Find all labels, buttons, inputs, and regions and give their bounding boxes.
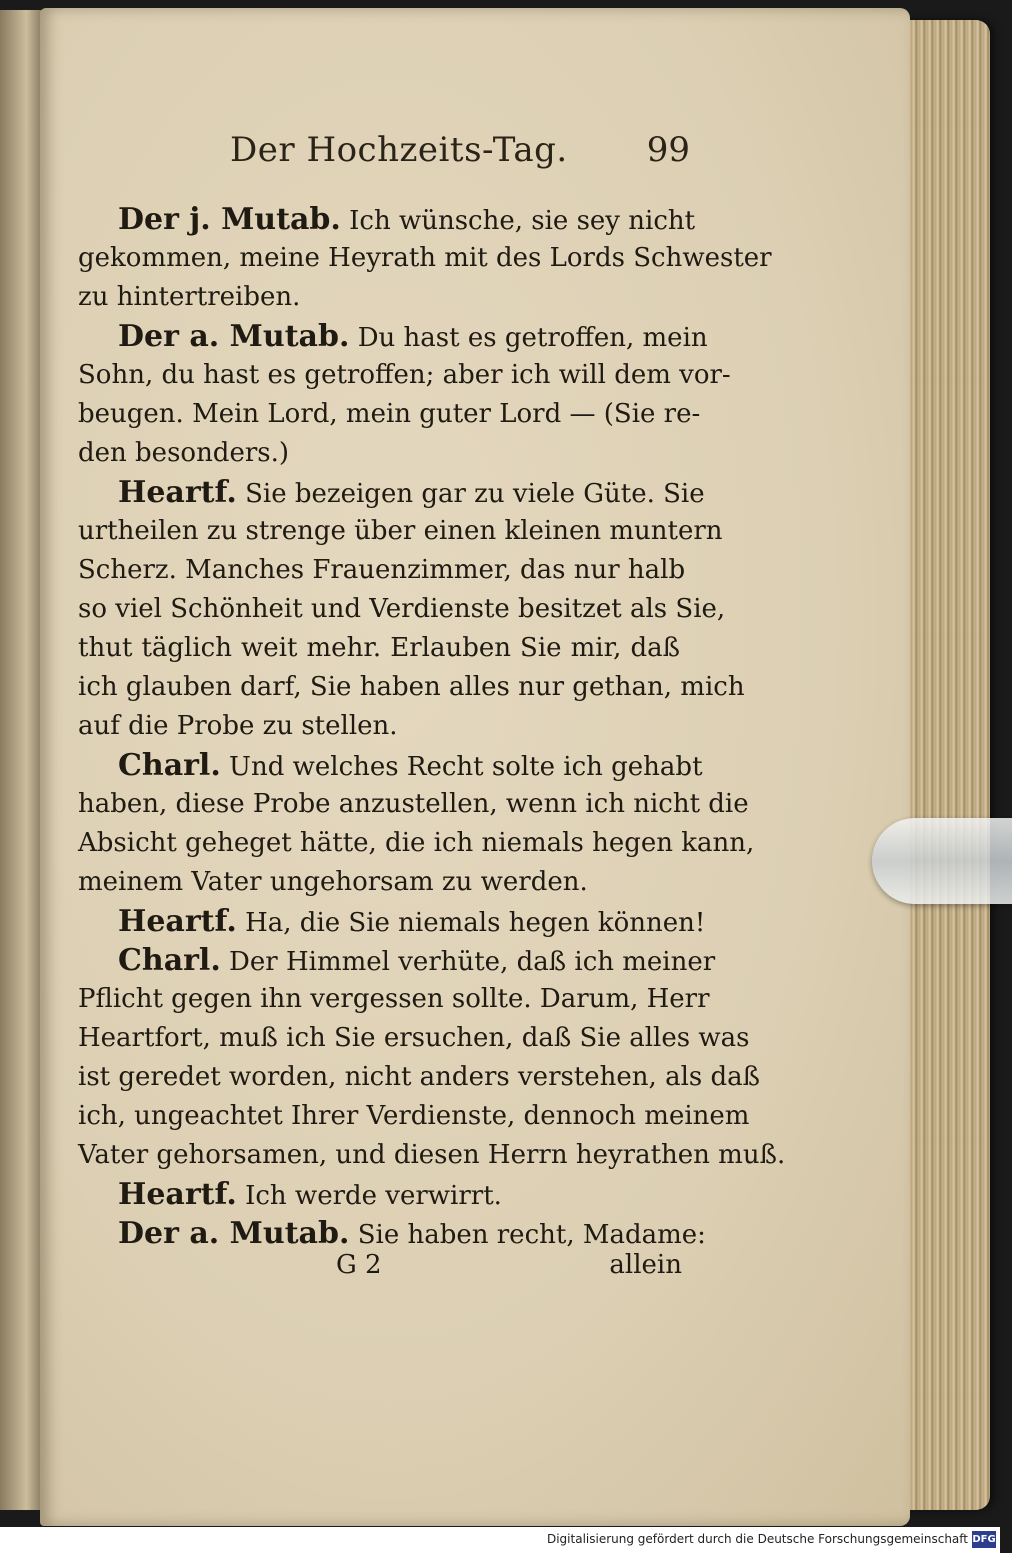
text-line: [78, 1214, 706, 1253]
signature-mark: G 2: [336, 1250, 382, 1280]
line-text: Ha, die Sie niemals hegen können!: [245, 908, 706, 938]
line-text: Pflicht gegen ihn vergessen sollte. Darum, Herr: [78, 984, 710, 1014]
speaker-name: Heartf.: [118, 1177, 237, 1212]
text-line: [78, 824, 755, 863]
line-text: so viel Schönheit und Verdienste besitzet als Sie,: [78, 594, 726, 624]
line-text: Du hast es getroffen, mein: [357, 323, 708, 353]
page-number: 99: [646, 130, 690, 170]
text-line: [78, 200, 696, 239]
text-line: [78, 785, 749, 824]
text-line: [78, 395, 701, 434]
page-header: [230, 130, 690, 174]
credit-text: Digitalisierung gefördert durch die Deutsche Forschungsgemeinschaft: [546, 1532, 968, 1546]
line-text: urtheilen zu strenge über einen kleinen muntern: [78, 516, 723, 546]
speaker-name: Charl.: [118, 748, 221, 783]
line-text: beugen. Mein Lord, mein guter Lord — (Sie re-: [78, 399, 701, 429]
speaker-name: Heartf.: [118, 475, 237, 510]
speaker-name: Der j. Mutab.: [118, 202, 341, 237]
line-text: ich, ungeachtet Ihrer Verdienste, dennoch meinem: [78, 1101, 750, 1131]
line-text: Und welches Recht solte ich gehabt: [229, 752, 703, 782]
text-line: [78, 317, 708, 356]
text-line: [78, 278, 680, 317]
text-line: [78, 356, 731, 395]
line-text: haben, diese Probe anzustellen, wenn ich nicht die: [78, 789, 749, 819]
text-line: [78, 1097, 750, 1136]
credit-bar: [0, 1527, 1000, 1553]
text-line: [78, 1019, 750, 1058]
line-text: meinem Vater ungehorsam zu werden.: [78, 867, 588, 897]
line-text: Der Himmel verhüte, daß ich meiner: [229, 947, 716, 977]
text-line: [78, 1058, 761, 1097]
text-line: [78, 434, 680, 473]
text-line: [78, 629, 680, 668]
text-line: [78, 980, 710, 1019]
line-text: zu hintertreiben.: [78, 282, 301, 312]
speaker-name: Der a. Mutab.: [118, 319, 350, 354]
text-line: [78, 551, 686, 590]
line-text: Sie bezeigen gar zu viele Güte. Sie: [245, 479, 705, 509]
body-text: [78, 200, 786, 1253]
line-text: auf die Probe zu stellen.: [78, 711, 398, 741]
dfg-logo: DFG: [972, 1531, 996, 1548]
line-text: Heartfort, muß ich Sie ersuchen, daß Sie alles was: [78, 1023, 750, 1053]
line-text: Vater gehorsamen, und diesen Herrn heyrathen muß.: [78, 1140, 786, 1170]
text-line: [78, 707, 680, 746]
line-text: ich glauben darf, Sie haben alles nur gethan, mich: [78, 672, 745, 702]
line-text: gekommen, meine Heyrath mit des Lords Schwester: [78, 243, 772, 273]
text-line: [78, 590, 726, 629]
text-line: [78, 239, 772, 278]
line-text: Sie haben recht, Madame:: [357, 1220, 706, 1250]
line-text: den besonders.): [78, 438, 290, 468]
page-clip: [872, 818, 1012, 904]
line-text: Ich wünsche, sie sey nicht: [349, 206, 696, 236]
line-text: Absicht geheget hätte, die ich niemals hegen kann,: [78, 828, 755, 858]
text-line: [78, 1175, 680, 1214]
line-text: Scherz. Manches Frauenzimmer, das nur halb: [78, 555, 686, 585]
text-line: [78, 1136, 786, 1175]
text-line: [78, 668, 745, 707]
text-line: [78, 512, 723, 551]
line-text: Ich werde verwirrt.: [245, 1181, 502, 1211]
text-line: [78, 473, 705, 512]
page-footer: [336, 1250, 682, 1290]
line-text: thut täglich weit mehr. Erlauben Sie mir, daß: [78, 633, 680, 663]
speaker-name: Heartf.: [118, 904, 237, 939]
speaker-name: Der a. Mutab.: [118, 1216, 350, 1251]
line-text: Sohn, du hast es getroffen; aber ich will dem vor-: [78, 360, 731, 390]
text-line: [78, 902, 706, 941]
text-line: [78, 941, 716, 980]
text-line: [78, 863, 680, 902]
running-title: Der Hochzeits-Tag.: [230, 130, 568, 170]
catchword: allein: [609, 1250, 682, 1280]
text-line: [78, 746, 703, 785]
line-text: ist geredet worden, nicht anders verstehen, als daß: [78, 1062, 761, 1092]
speaker-name: Charl.: [118, 943, 221, 978]
